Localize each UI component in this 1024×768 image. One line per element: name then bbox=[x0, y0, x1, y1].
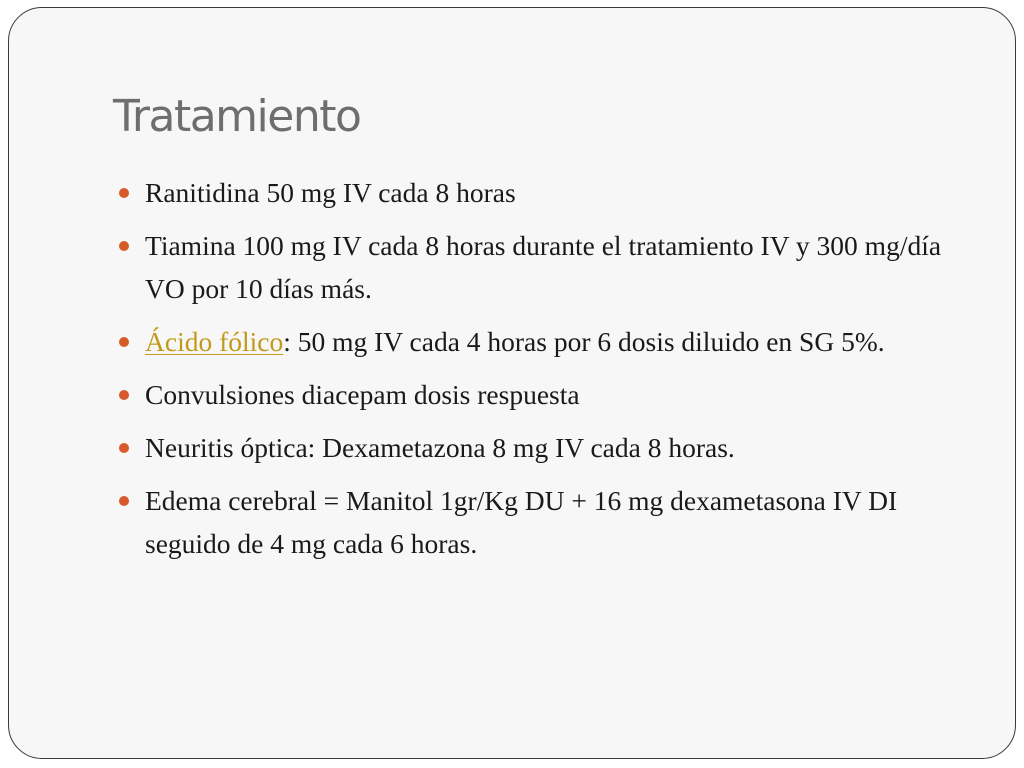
list-item bbox=[113, 426, 983, 469]
bullet-text: Neuritis óptica: Dexametazona 8 mg IV cada 8 horas. bbox=[145, 432, 735, 463]
acido-folico-link[interactable]: Ácido fólico bbox=[145, 326, 284, 357]
list-item bbox=[113, 479, 983, 565]
bullet-list bbox=[113, 171, 983, 575]
bullet-dot-icon bbox=[119, 337, 129, 347]
bullet-text: Ranitidina 50 mg IV cada 8 horas bbox=[145, 177, 516, 208]
bullet-text: Convulsiones diacepam dosis respuesta bbox=[145, 379, 580, 410]
bullet-text: : 50 mg IV cada 4 horas por 6 dosis diluido en SG 5%. bbox=[283, 326, 885, 357]
bullet-dot-icon bbox=[119, 241, 129, 251]
bullet-text: Tiamina 100 mg IV cada 8 horas durante el tratamiento IV y 300 mg/día VO por 10 días más. bbox=[145, 230, 942, 304]
list-item bbox=[113, 224, 983, 310]
bullet-dot-icon bbox=[119, 496, 129, 506]
slide-title: Tratamiento bbox=[113, 91, 361, 142]
bullet-dot-icon bbox=[119, 443, 129, 453]
list-item bbox=[113, 373, 983, 416]
slide bbox=[8, 7, 1016, 759]
list-item bbox=[113, 320, 983, 363]
bullet-text: Edema cerebral = Manitol 1gr/Kg DU + 16 mg dexametasona IV DI seguido de 4 mg cada 6 horas. bbox=[145, 485, 898, 559]
list-item bbox=[113, 171, 983, 214]
bullet-dot-icon bbox=[119, 188, 129, 198]
bullet-dot-icon bbox=[119, 390, 129, 400]
